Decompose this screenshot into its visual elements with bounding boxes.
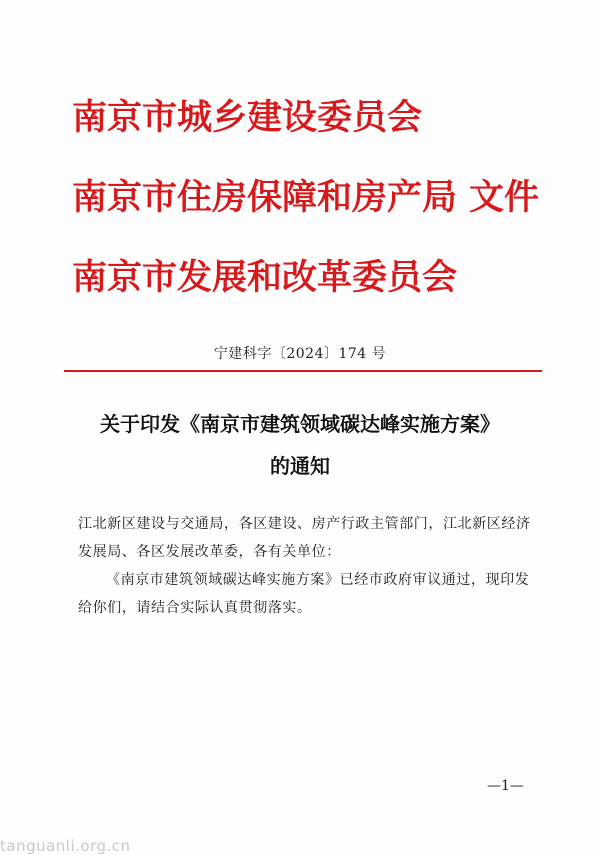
issuer-name-2 bbox=[72, 178, 539, 218]
issuer-name-3: 南京市发展和改革委员会 bbox=[72, 257, 458, 298]
addressee-paragraph: 江北新区建设与交通局，各区建设、房产行政主管部门，江北新区经济发展局、各区发展改革委，各有关单位： bbox=[78, 516, 531, 560]
document-suffix: 文件 bbox=[469, 177, 540, 218]
watermark-text: tanguanli.org.cn bbox=[0, 837, 131, 855]
red-divider-line bbox=[64, 370, 542, 372]
issuer-name-2-text: 南京市住房保障和房产局 bbox=[72, 177, 458, 218]
issuer-name-1: 南京市城乡建设委员会 bbox=[72, 97, 423, 138]
notice-title-line-2: 的通知 bbox=[270, 454, 330, 478]
content-paragraph: 《南京市建筑领域碳达峰实施方案》已经市政府审议通过，现印发给你们，请结合实际认真贯彻落实。 bbox=[78, 572, 530, 616]
notice-title-line-1: 关于印发《南京市建筑领域碳达峰实施方案》 bbox=[100, 412, 500, 436]
page-number: —1— bbox=[487, 778, 524, 794]
document-number: 宁建科字〔2024〕174 号 bbox=[213, 346, 387, 362]
